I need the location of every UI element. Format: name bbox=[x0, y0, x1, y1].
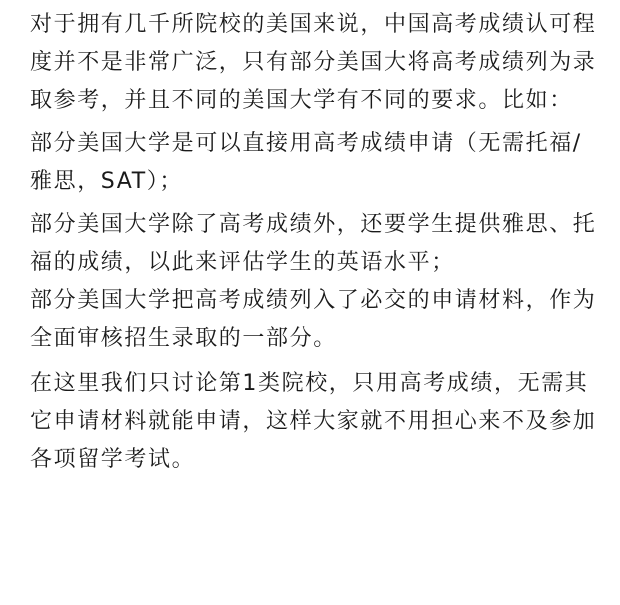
list-item-gaokao-plus-english: 部分美国大学除了高考成绩外，还要学生提供雅思、托福的成绩，以此来评估学生的英语水平； bbox=[30, 212, 597, 275]
intro-paragraph: 对于拥有几千所院校的美国来说，中国高考成绩认可程度并不是非常广泛，只有部分美国大将高考成绩列为录取参考，并且不同的美国大学有不同的要求。比如： bbox=[30, 12, 597, 113]
closing-paragraph: 在这里我们只讨论第1类院校，只用高考成绩，无需其它申请材料就能申请，这样大家就不用担心来不及参加各项留学考试。 bbox=[30, 371, 597, 472]
list-item-gaokao-required-material: 部分美国大学把高考成绩列入了必交的申请材料，作为全面审核招生录取的一部分。 bbox=[30, 288, 597, 351]
list-item-direct-gaokao: 部分美国大学是可以直接用高考成绩申请（无需托福/雅思，SAT）； bbox=[30, 131, 582, 194]
